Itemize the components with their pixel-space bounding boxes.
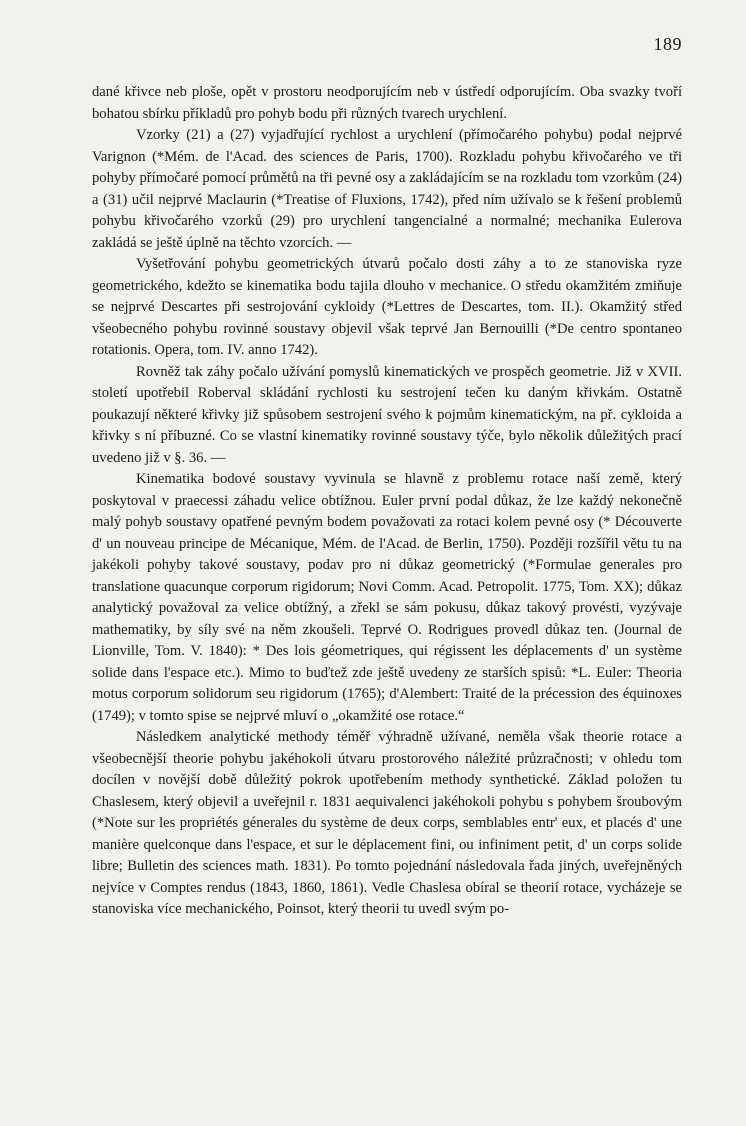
- paragraph: Rovněž tak záhy počalo užívání pomyslů kinematických ve prospěch geometrie. Již v XVII. století upotřebil Roberval skládání rychlosti ku sestrojení tečen ku daným křivkám. Ostatně poukazují některé křivky již spůsobem sestrojení svého k pojmům kinematickým, na př. cykloida a křivky s ní příbuzné. Co se vlastní kinematiky rovinné soustavy týče, bylo několik důležitých prací uvedeno již v §. 36. —: [92, 363, 682, 466]
- paragraph: Následkem analytické methody téměř výhradně užívané, neměla však theorie rotace a všeobecnější theorie pohybu jakéhokoli útvaru prostorového náležité průzračnosti; v ohledu tom docílen v novější době důležitý pokrok upotřebením methody synthetické. Základ položen tu Chaslesem, který objevil a uveřejnil r. 1831 aequivalenci jakéhokoli pohybu s pohybem šroubovým (*Note sur les propriétés génerales du système de deux corps, semblables entr' eux, et placés d' une manière quelconque dans l'espace, et sur le déplacement fini, ou infiniment petit, d' un corps solide libre; Bulletin des sciences math. 1831). Po tomto pojednání následovala řada jiných, uveřejněných nejvíce v Comptes rendus (1843, 1860, 1861). Vedle Chaslesa obíral se theorií rotace, vycházeje se stanoviska více mechanického, Poinsot, který theorii tu uvedl svým po-: [92, 729, 682, 917]
- paragraph: Vyšetřování pohybu geometrických útvarů počalo dosti záhy a to ze stanoviska ryze geometrického, kdežto se kinematika bodu tajila dlouho v mechanice. O středu okamžitém zmiňuje se nejprvé Descartes při sestrojování cykloidy (*Lettres de Descartes, tom. II.). Okamžitý střed všeobecného pohybu rovinné soustavy objevil však teprvé Jan Bernouilli (*De centro spontaneo rotationis. Opera, tom. IV. anno 1742).: [92, 256, 682, 358]
- paragraph: dané křivce neb ploše, opět v prostoru neodporujícím neb v ústředí odporujícím. Oba svazky tvoří bohatou sbírku příkladů pro pohyb bodu při různých tvarech urychlení.: [92, 84, 682, 122]
- page-number: 189: [653, 34, 682, 54]
- paragraph: Vzorky (21) a (27) vyjadřující rychlost a urychlení (přímočarého pohybu) podal nejprvé Varignon (*Mém. de l'Acad. des sciences de Paris, 1700). Rozkladu pohybu křivočarého ve tři pohyby přímočaré pomocí průmětů na tři pevné osy a zakládajícím se na rozkladu tom vzorkům (24) a (31) učil nejprvé Maclaurin (*Treatise of Fluxions, 1742), před ním užívalo se k řešení problemů pohybu křivočarého vzorků (29) pro urychlení tangencialné a normalné; mechanika Eulerova zakládá se ještě úplně na těchto vzorcích. —: [92, 127, 682, 251]
- paragraph: Kinematika bodové soustavy vyvinula se hlavně z problemu rotace naší země, který poskytoval v praecessi záhadu velice obtížnou. Euler první podal důkaz, že lze každý nekonečně malý pohyb soustavy opatřené pevným bodem považovati za rotaci kolem pevné osy (* Découverte d' un nouveau principe de Mécanique, Mém. de l'Acad. de Berlin, 1750). Později rozšířil větu tu na jakékoli pohyby takové soustavy, podav pro ni důkaz geometrický (*Formulae generales pro translatione quacunque corporum rigidorum; Novi Comm. Acad. Petropolit. 1775, Tom. XX); důkaz analytický považoval za velice obtížný, a zřekl se sám pokusu, důkaz takový provésti, vyzývaje mathematiky, by síly své na něm zkoušeli. Teprvé O. Rodrigues provedl důkaz ten. (Journal de Lionville, Tom. V. 1840): * Des lois géometriques, qui régissent les déplacements d' un système solide dans l'espace etc.). Mimo to buďtež zde ještě uvedeny ze starších spisů: *L. Euler: Theoria motus corporum solidorum seu rigidorum (1765); d'Alembert: Traité de la précession des équinoxes (1749); v tomto spise se nejprvé mluví o „okamžité ose rotace.“: [92, 471, 682, 724]
- text-body: [92, 82, 682, 921]
